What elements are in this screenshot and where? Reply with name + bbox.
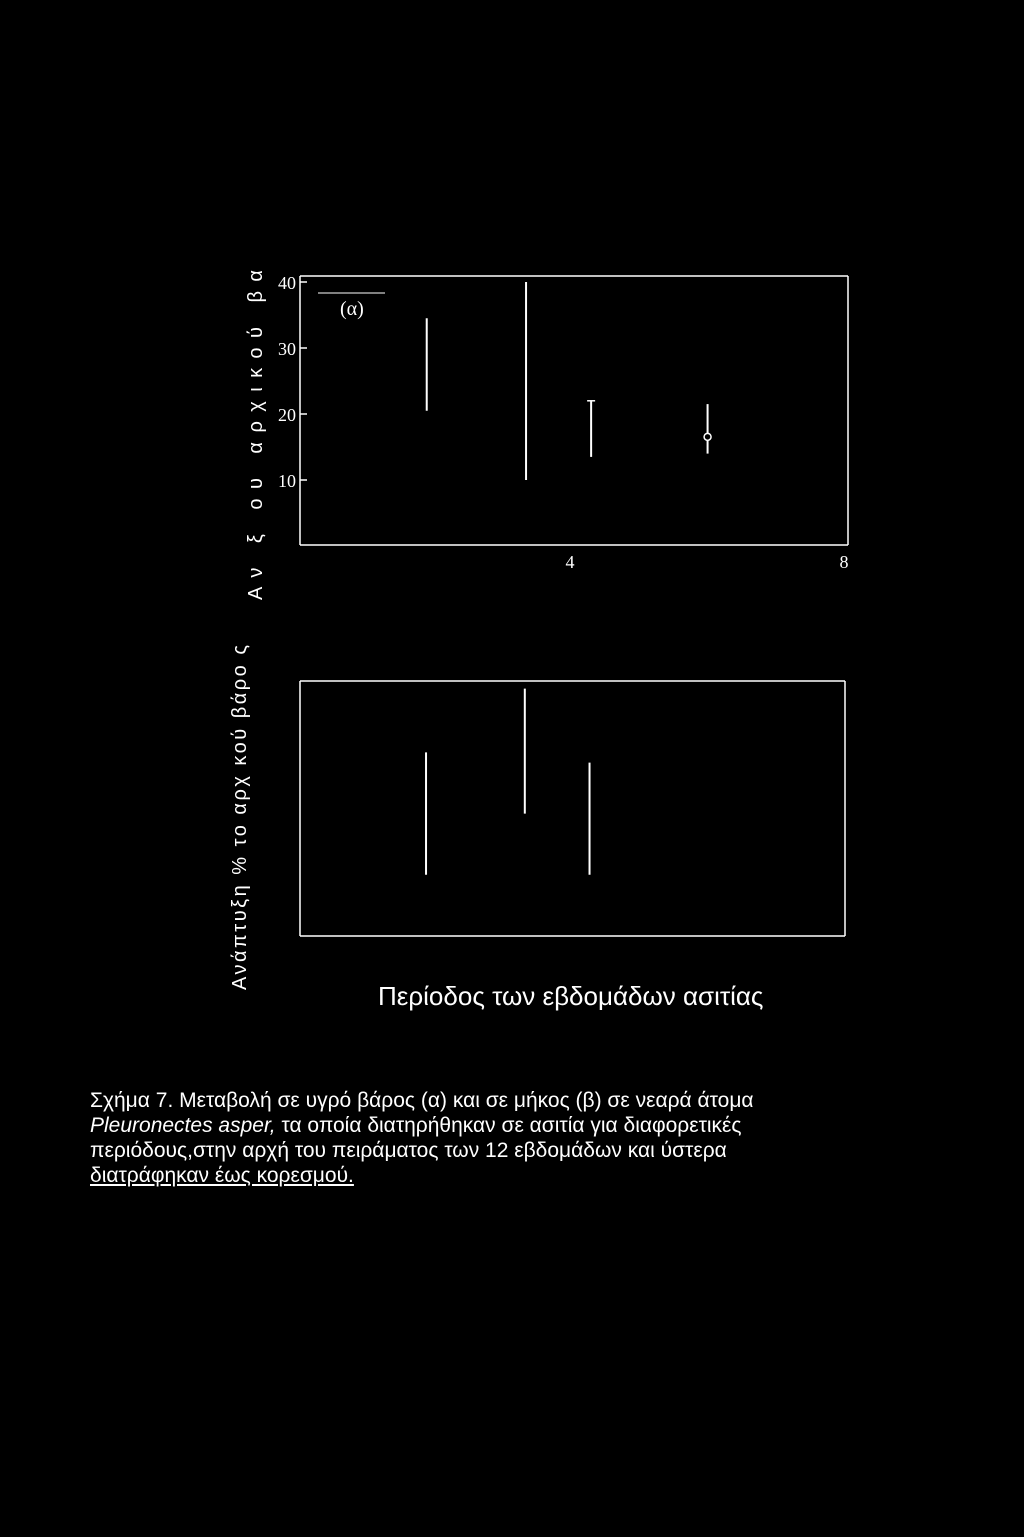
caption-line-2-rest: τα οποία διατηρήθηκαν σε ασιτία για διαφορετικές xyxy=(275,1114,742,1137)
x-tick-label: 4 xyxy=(565,552,575,572)
caption-line-4: διατράφηκαν έως κορεσμού. xyxy=(90,1164,354,1187)
figure-caption xyxy=(90,1088,930,1188)
y-tick-label: 30 xyxy=(278,339,296,359)
panel-a-label: (α) xyxy=(340,298,364,320)
panel-a-y-ticks xyxy=(278,273,307,491)
panel-a-x-ticks xyxy=(566,552,849,572)
panel-b xyxy=(229,645,845,990)
caption-line-3: περιόδους,στην αρχή του πειράματος των 12 εβδομάδων και ύστερα xyxy=(90,1139,727,1162)
y-tick-label: 40 xyxy=(278,273,296,293)
caption-species: Pleuronectes asper, xyxy=(90,1114,276,1137)
panel-b-y-axis-label: Ανάπτυξη % το αρχ κού βάρο ς xyxy=(229,645,251,990)
caption-line-2 xyxy=(90,1113,930,1138)
caption-line-1: Σχήμα 7. Μεταβολή σε υγρό βάρος (α) και σε μήκος (β) σε νεαρά άτομα xyxy=(90,1089,754,1112)
panel-a xyxy=(245,270,849,600)
x-axis-label: Περίοδος των εβδομάδων ασιτίας xyxy=(378,981,764,1011)
mean-point xyxy=(704,433,711,440)
panel-b-marks xyxy=(426,689,590,875)
y-tick-label: 10 xyxy=(278,471,296,491)
panel-a-y-axis-label: Αν ξ ου αρχικού βα xyxy=(245,270,267,600)
panel-a-marks xyxy=(427,282,711,480)
y-tick-label: 20 xyxy=(278,405,296,425)
x-tick-label: 8 xyxy=(839,552,849,572)
